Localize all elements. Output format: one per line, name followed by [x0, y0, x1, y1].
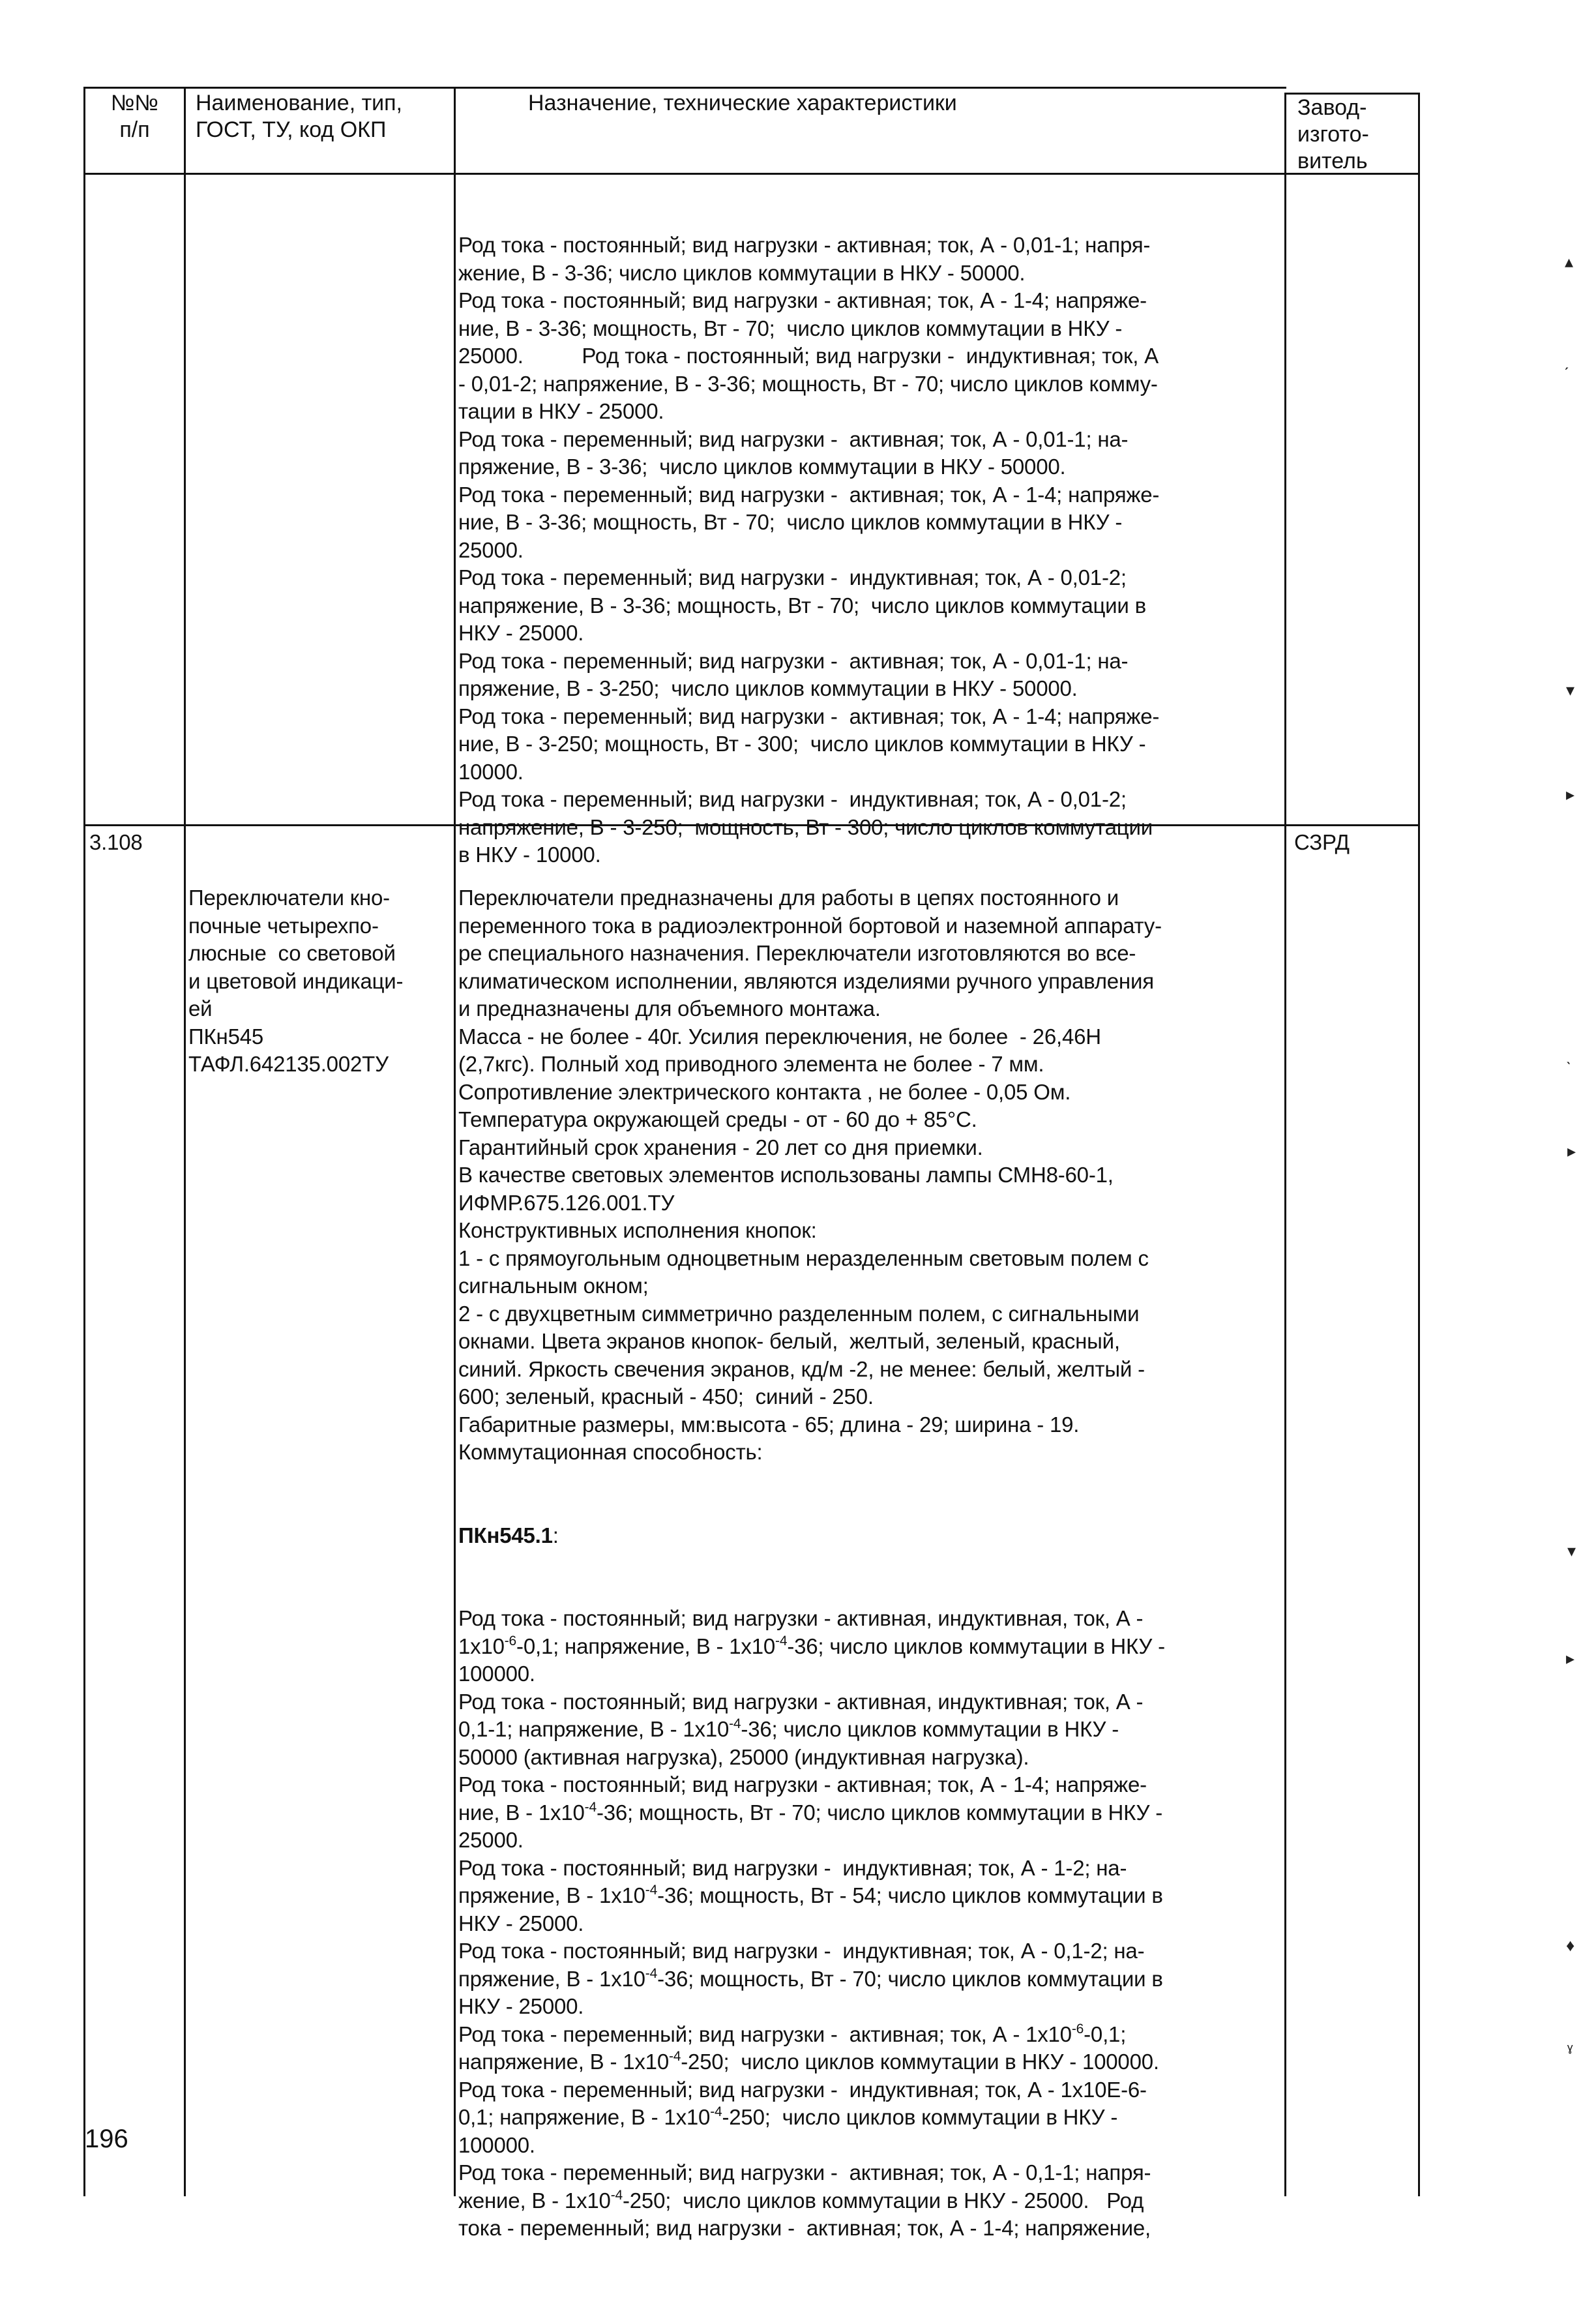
- spec-text: -36; число циклов коммутации в НКУ -: [787, 1634, 1165, 1658]
- text-line: сигнальным окном;: [458, 1274, 649, 1298]
- text-line: Коммутационная способность:: [458, 1440, 763, 1464]
- text-line: Род тока - постоянный; вид нагрузки - активная; ток, А - 0,01-1; напря-: [458, 233, 1151, 257]
- spec-line: [458, 1660, 1283, 1688]
- exponent: -6: [1071, 2021, 1084, 2037]
- table-border-right: [1418, 93, 1420, 2196]
- subheading: ПКн545.1: [458, 1523, 553, 1547]
- exponent: -4: [584, 1799, 597, 1815]
- spec-line: [458, 1716, 1283, 1744]
- text-line: Температура окружающей среды - от - 60 до + 85°С.: [458, 1107, 977, 1131]
- row-number: 3.108: [89, 830, 143, 854]
- text-line: Род тока - переменный; вид нагрузки - активная; ток, А - 1-4; напряже-: [458, 704, 1160, 728]
- name-line: ей: [188, 996, 213, 1021]
- text-line: ние, В - 3-250; мощность, Вт - 300; число циклов коммутации в НКУ -: [458, 732, 1146, 756]
- spec-line: [458, 1633, 1283, 1661]
- exponent: -4: [645, 1965, 658, 1981]
- spec-text: 100000.: [458, 2132, 535, 2157]
- text-line: пряжение, В - 3-36; число циклов коммутации в НКУ - 50000.: [458, 455, 1066, 479]
- scan-speck: ♦: [1566, 1935, 1575, 1955]
- table-border-top-left: [83, 87, 1286, 89]
- spec-text: Род тока - переменный; вид нагрузки - активная; ток, А - 1х10: [458, 2022, 1072, 2046]
- scan-speck: ˠ: [1567, 2040, 1573, 2059]
- spec-text: -36; мощность, Вт - 70; число циклов коммутации в: [657, 1966, 1163, 1991]
- spec-line: [458, 2021, 1283, 2049]
- text-line: Сопротивление электрического контакта , не более - 0,05 Ом.: [458, 1079, 1071, 1104]
- exponent: -6: [504, 1633, 517, 1649]
- name-line: почные четырехпо-: [188, 913, 379, 938]
- text-line: климатическом исполнении, являются изделиями ручного управления: [458, 968, 1154, 993]
- text-line: 25000.: [458, 537, 524, 562]
- spec-text: -36; мощность, Вт - 70; число циклов коммутации в НКУ -: [596, 1800, 1163, 1825]
- spec-text: тока - переменный; вид нагрузки - активная; ток, А - 1-4; напряжение,: [458, 2216, 1151, 2240]
- spec-text: -0,1;: [1084, 2022, 1127, 2046]
- spec-text: -36; мощность, Вт - 54; число циклов коммутации в: [657, 1883, 1163, 1907]
- spec-line: [458, 1771, 1283, 1799]
- spec-text: НКУ - 25000.: [458, 1994, 584, 2018]
- scan-speck: ▴: [1565, 252, 1574, 271]
- text-line: ИФМР.675.126.001.ТУ: [458, 1190, 675, 1215]
- text-line: Гарантийный срок хранения - 20 лет со дня приемки.: [458, 1135, 983, 1159]
- scan-speck: ˏ: [1563, 351, 1569, 370]
- text-line: 25000. Род тока - постоянный; вид нагрузки - индуктивная; ток, А: [458, 344, 1159, 368]
- header-bottom-border: [83, 173, 1420, 175]
- text-line: окнами. Цвета экранов кнопок- белый, желтый, зеленый, красный,: [458, 1329, 1120, 1353]
- spec-text: 25000.: [458, 1828, 524, 1852]
- spec-line: [458, 2132, 1283, 2160]
- spec-text: НКУ - 25000.: [458, 1911, 584, 1935]
- text-line: Род тока - переменный; вид нагрузки - активная; ток, А - 0,01-1; на-: [458, 426, 1129, 451]
- spec-line: [458, 2104, 1283, 2132]
- spec-text: напряжение, В - 1х10: [458, 2050, 669, 2074]
- text-line: напряжение, В - 3-250; мощность, Вт - 300; число циклов коммутации: [458, 814, 1153, 839]
- scan-speck: ▾: [1566, 680, 1575, 700]
- text-line: синий. Яркость свечения экранов, кд/м -2, не менее: белый, желтый -: [458, 1356, 1145, 1381]
- text-line: пряжение, В - 3-250; число циклов коммутации в НКУ - 50000.: [458, 676, 1078, 700]
- spec-line: [458, 1937, 1283, 1965]
- name-line: Переключатели кно-: [188, 886, 390, 910]
- spec-line: [458, 1605, 1283, 1633]
- text-line: - 0,01-2; напряжение, В - 3-36; мощность, Вт - 70; число циклов комму-: [458, 371, 1158, 396]
- column-divider-desc: [454, 87, 456, 2196]
- spec-line: [458, 2076, 1283, 2104]
- scan-speck: ▸: [1566, 1649, 1575, 1668]
- page-number: 196: [85, 2125, 128, 2153]
- header-number: №№ п/п: [111, 91, 158, 142]
- row-manufacturer: СЗРД: [1294, 830, 1350, 854]
- subheading-suffix: :: [552, 1523, 559, 1547]
- spec-line: [458, 1744, 1283, 1772]
- text-line: Род тока - переменный; вид нагрузки - индуктивная; ток, А - 0,01-2;: [458, 787, 1127, 811]
- text-line: 10000.: [458, 759, 524, 784]
- text-line: Переключатели предназначены для работы в цепях постоянного и: [458, 886, 1119, 910]
- spec-text: -250; число циклов коммутации в НКУ - 100000.: [681, 2050, 1159, 2074]
- text-line: Масса - не более - 40г. Усилия переключения, не более - 26,46Н: [458, 1024, 1101, 1049]
- scan-speck: ▾: [1567, 1541, 1576, 1560]
- spec-text: 1х10: [458, 1634, 505, 1658]
- text-line: переменного тока в радиоэлектронной бортовой и наземной аппарату-: [458, 913, 1162, 938]
- text-line: Габаритные размеры, мм:высота - 65; длина - 29; ширина - 19.: [458, 1412, 1080, 1437]
- spec-text: Род тока - переменный; вид нагрузки - индуктивная; ток, А - 1х10Е-6-: [458, 2077, 1147, 2102]
- header-description: Назначение, технические характеристики: [528, 91, 957, 115]
- name-line: ТАФЛ.642135.002ТУ: [188, 1052, 389, 1076]
- text-line: и предназначены для объемного монтажа.: [458, 996, 881, 1021]
- row-name-lines: [188, 884, 452, 1079]
- column-divider-name: [184, 87, 186, 2196]
- spec-line: [458, 2187, 1283, 2215]
- name-line: люсные со световой: [188, 941, 396, 965]
- text-line: 1 - с прямоугольным одноцветным неразделенным световым полем с: [458, 1246, 1149, 1270]
- text-line: Род тока - переменный; вид нагрузки - активная; ток, А - 0,01-1; на-: [458, 648, 1129, 673]
- spec-line: [458, 1688, 1283, 1716]
- row-spec-lines: [458, 1605, 1283, 2243]
- subheading-line: [458, 1522, 1283, 1550]
- spec-line: [458, 1827, 1283, 1855]
- row-name: [188, 829, 452, 1134]
- text-line: жение, В - 3-36; число циклов коммутации в НКУ - 50000.: [458, 260, 1026, 285]
- text-line: напряжение, В - 3-36; мощность, Вт - 70; число циклов коммутации в: [458, 593, 1146, 618]
- scan-speck: ▸: [1566, 784, 1575, 804]
- text-line: в НКУ - 10000.: [458, 843, 601, 867]
- spec-text: 0,1; напряжение, В - 1х10: [458, 2105, 711, 2129]
- spec-line: [458, 1965, 1283, 1993]
- spec-line: [458, 1882, 1283, 1910]
- text-line: Конструктивных исполнения кнопок:: [458, 1218, 817, 1242]
- spec-line: [458, 1910, 1283, 1938]
- name-line: и цветовой индикаци-: [188, 968, 404, 993]
- spec-text: -0,1; напряжение, В - 1х10: [516, 1634, 776, 1658]
- row-description-lines: [458, 884, 1283, 1467]
- continued-description-lines: [458, 231, 1283, 869]
- spec-line: [458, 1993, 1283, 2021]
- text-line: ние, В - 3-36; мощность, Вт - 70; число циклов коммутации в НКУ -: [458, 316, 1123, 340]
- scan-speck: ▸: [1567, 1141, 1576, 1161]
- text-line: Род тока - постоянный; вид нагрузки - активная; ток, А - 1-4; напряже-: [458, 288, 1147, 312]
- scan-speck: ˎ: [1566, 1045, 1572, 1065]
- text-line: 2 - с двухцветным симметрично разделенным полем, с сигнальными: [458, 1301, 1140, 1326]
- spec-text: Род тока - постоянный; вид нагрузки - активная; ток, А - 1-4; напряже-: [458, 1772, 1147, 1797]
- spec-text: Род тока - постоянный; вид нагрузки - индуктивная; ток, А - 1-2; на-: [458, 1855, 1127, 1880]
- spec-line: [458, 1855, 1283, 1883]
- text-line: В качестве световых элементов использованы лампы СМН8-60-1,: [458, 1163, 1114, 1187]
- exponent: -4: [729, 1716, 741, 1731]
- text-line: ние, В - 3-36; мощность, Вт - 70; число циклов коммутации в НКУ -: [458, 510, 1123, 534]
- spec-text: ние, В - 1х10: [458, 1800, 585, 1825]
- exponent: -4: [610, 2187, 623, 2203]
- text-line: 600; зеленый, красный - 450; синий - 250.: [458, 1384, 874, 1409]
- spec-text: 50000 (активная нагрузка), 25000 (индуктивная нагрузка).: [458, 1744, 1029, 1769]
- spec-text: Род тока - постоянный; вид нагрузки - активная, индуктивная, ток, А -: [458, 1606, 1144, 1630]
- name-line: ПКн545: [188, 1024, 264, 1049]
- exponent: -4: [645, 1883, 658, 1898]
- spec-text: жение, В - 1х10: [458, 2188, 611, 2213]
- table-border-left: [83, 87, 85, 2196]
- text-line: Род тока - переменный; вид нагрузки - индуктивная; ток, А - 0,01-2;: [458, 565, 1127, 589]
- spec-text: пряжение, В - 1х10: [458, 1966, 645, 1991]
- header-name: Наименование, тип, ГОСТ, ТУ, код ОКП: [196, 91, 403, 142]
- spec-line: [458, 2215, 1283, 2243]
- spec-text: Род тока - постоянный; вид нагрузки - индуктивная; ток, А - 0,1-2; на-: [458, 1939, 1145, 1963]
- spec-line: [458, 2048, 1283, 2076]
- exponent: -4: [775, 1633, 788, 1649]
- exponent: -4: [710, 2104, 722, 2119]
- spec-text: -250; число циклов коммутации в НКУ - 25000. Род: [622, 2188, 1144, 2213]
- row-description: [458, 829, 1283, 2298]
- spec-text: 0,1-1; напряжение, В - 1х10: [458, 1717, 730, 1741]
- spec-text: -250; число циклов коммутации в НКУ -: [722, 2105, 1118, 2129]
- header-manufacturer: Завод- изгото- витель: [1297, 95, 1369, 173]
- text-line: (2,7кгс). Полный ход приводного элемента не более - 7 мм.: [458, 1052, 1044, 1076]
- text-line: ре специального назначения. Переключатели изготовляются во все-: [458, 941, 1136, 965]
- spec-text: пряжение, В - 1х10: [458, 1883, 645, 1907]
- column-divider-maker: [1284, 93, 1286, 2196]
- spec-line: [458, 2159, 1283, 2187]
- text-line: тации в НКУ - 25000.: [458, 399, 664, 423]
- spec-text: -36; число циклов коммутации в НКУ -: [741, 1717, 1119, 1741]
- spec-text: Род тока - переменный; вид нагрузки - активная; ток, А - 0,1-1; напря-: [458, 2160, 1151, 2185]
- continued-description: [458, 176, 1283, 925]
- text-line: НКУ - 25000.: [458, 621, 584, 645]
- spec-line: [458, 1799, 1283, 1827]
- spec-text: 100000.: [458, 1662, 535, 1686]
- spec-text: Род тока - постоянный; вид нагрузки - активная, индуктивная; ток, А -: [458, 1689, 1144, 1714]
- text-line: Род тока - переменный; вид нагрузки - активная; ток, А - 1-4; напряже-: [458, 482, 1160, 507]
- exponent: -4: [668, 2049, 681, 2064]
